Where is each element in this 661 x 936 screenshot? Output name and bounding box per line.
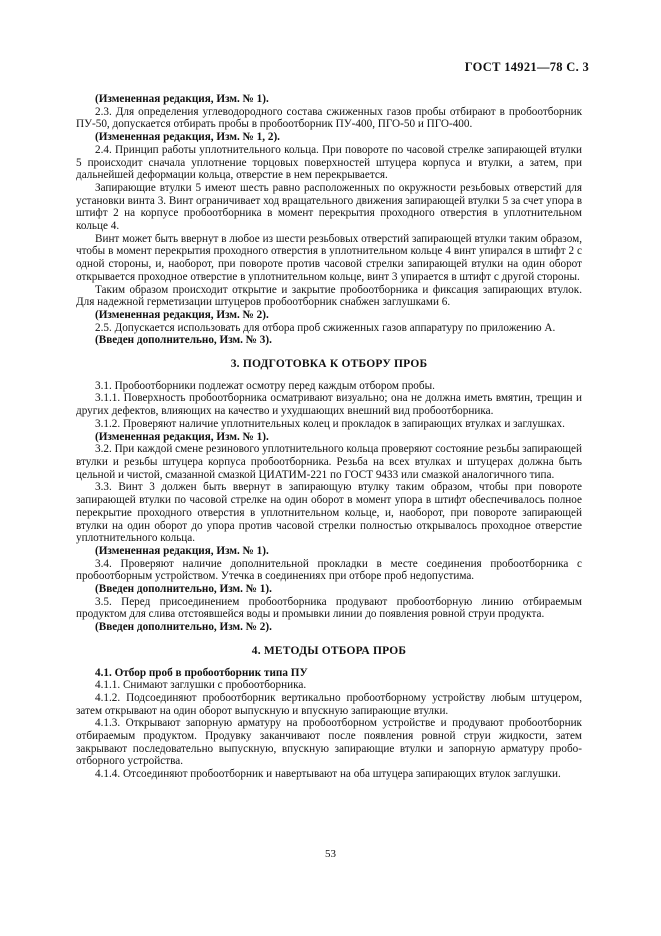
paragraph-3-3: 3.3. Винт 3 должен быть ввернут в запирающую втулку таким образом, чтобы при повороте запирающей втулки по часовой стрелке на один оборот в момент упора в штифт обеспечивалось полное перекрытие проходного отверстия в уплотнительном кольце, и, наоборот, при повороте запирающей втулки на один оборот до упора против часовой стрелки полностью открывалось проходное отверстие уплотнительного кольца.	[76, 481, 582, 545]
document-body	[76, 93, 582, 781]
edit-note: (Измененная редакция, Изм. № 1, 2).	[95, 131, 280, 144]
paragraph-2-4-d: Таким образом происходит открытие и закрытие пробоотборника и фиксация запирающих втулок. Для надежной герметизации штуцеров пробоотборник снабжен заглушками 6.	[76, 283, 582, 309]
section-4-heading: 4. МЕТОДЫ ОТБОРА ПРОБ	[251, 644, 407, 657]
paragraph-2-4-c: Винт может быть ввернут в любое из шести резьбовых отверстий запирающей втулки таким образом, чтобы в момент перекрытия проходного отверстия в уплотнительном кольце 4 винт упирался в штифт 2 с одной стороны, и, наоборот, при повороте против часовой стрелки запирающей втулки на один оборот открывается проходное отверстие в уплотнительном кольце, винт 3 упирается в штифт с другой стороны.	[76, 232, 582, 283]
paragraph-3-4: 3.4. Проверяют наличие дополнительной прокладки в месте соединения пробоотборника с пробоотборным устройством. Утечка в соединениях при отборе проб недопустима.	[76, 557, 582, 583]
intro-note: (Введен дополнительно, Изм. № 3).	[95, 334, 272, 347]
page-header: ГОСТ 14921—78 С. 3	[464, 60, 589, 74]
paragraph-3-1-2: 3.1.2. Проверяют наличие уплотнительных колец и прокладок в запирающих втулках и заглушках.	[95, 417, 565, 430]
section-3-heading: 3. ПОДГОТОВКА К ОТБОРУ ПРОБ	[230, 358, 428, 371]
paragraph-3-2: 3.2. При каждой смене резинового уплотнительного кольца проверяют состояние резьбы запирающей втулки и резьбы штуцера корпуса пробоотборника. Резьба на всех втулках и штуцерах должна быть цельной и чистой, смазанной смазкой ЦИАТИМ-221 по ГОСТ 9433 или смазкой аналогичного типа.	[76, 443, 582, 481]
edit-note: (Измененная редакция, Изм. № 1).	[95, 544, 269, 557]
edit-note: (Измененная редакция, Изм. № 2).	[95, 308, 269, 321]
paragraph-3-1-1: 3.1.1. Поверхность пробоотборника осматривают визуально; она не должна иметь вмятин, трещин и других дефектов, влияющих на качество и ухудшающих внешний вид пробоотборника.	[76, 392, 582, 418]
paragraph-4-1-1: 4.1.1. Снимают заглушки с пробоотборника.	[95, 679, 307, 692]
paragraph-2-4: 2.4. Принцип работы уплотнительного кольца. При повороте по часовой стрелке запирающей втулки 5 происходит сначала уплотнение торцовых поверхностей штуцера корпуса и втулки, а затем, при дальнейшей деформации кольца, отверстие в нем перекрывается.	[76, 143, 582, 182]
subsection-4-1-heading: 4.1. Отбор проб в пробоотборник типа ПУ	[95, 666, 308, 679]
intro-note: (Введен дополнительно, Изм. № 1).	[95, 583, 272, 596]
paragraph-4-1-4: 4.1.4. Отсоединяют пробоотборник и навертывают на оба штуцера запирающих втулок заглушки.	[95, 768, 561, 781]
edit-note: (Измененная редакция, Изм. № 1).	[95, 430, 269, 443]
paragraph-4-1-3: 4.1.3. Открывают запорную арматуру на пробоотборном устройстве и продувают пробоотборник отбираемым продуктом. Продувку заканчивают после появления ровной струи жидкости, затем закрывают последовательно выпускную, впускную запирающие втулки и запорную арматуру пробоотборного устройства.	[76, 717, 582, 768]
paragraph-3-5: 3.5. Перед присоединением пробоотборника продувают пробоотборную линию отбираемым продуктом для слива отстоявшейся воды и промывки линии до появления ровной струи продукта.	[76, 595, 582, 621]
paragraph-4-1-2: 4.1.2. Подсоединяют пробоотборник вертикально пробоотборному устройству любым штуцером, затем открывают на один оборот выпускную и впускную запирающие втулки.	[76, 691, 582, 717]
intro-note: (Введен дополнительно, Изм. № 2).	[95, 621, 272, 634]
edit-note: (Измененная редакция, Изм. № 1).	[95, 93, 269, 105]
paragraph-2-3: 2.3. Для определения углеводородного состава сжиженных газов пробы отбирают в пробоотборник ПУ-50, допускается отбирать пробы в пробоотборник ПУ-400, ПГО-50 и ПГО-400.	[76, 105, 582, 131]
paragraph-2-5: 2.5. Допускается использовать для отбора проб сжиженных газов аппаратуру по приложению А.	[95, 321, 556, 334]
paragraph-2-4-b: Запирающие втулки 5 имеют шесть равно расположенных по окружности резьбовых отверстий для установки винта 3. Винт ограничивает ход вращательного движения запирающей втулки 5 за счет упора в штифт 2 на корпусе пробоотборника в момент перекрытия проходного отверстия в уплотнительном кольце 4.	[76, 181, 582, 233]
page-number: 53	[325, 848, 336, 860]
paragraph-3-1: 3.1. Пробоотборники подлежат осмотру перед каждым отбором пробы.	[95, 379, 435, 392]
